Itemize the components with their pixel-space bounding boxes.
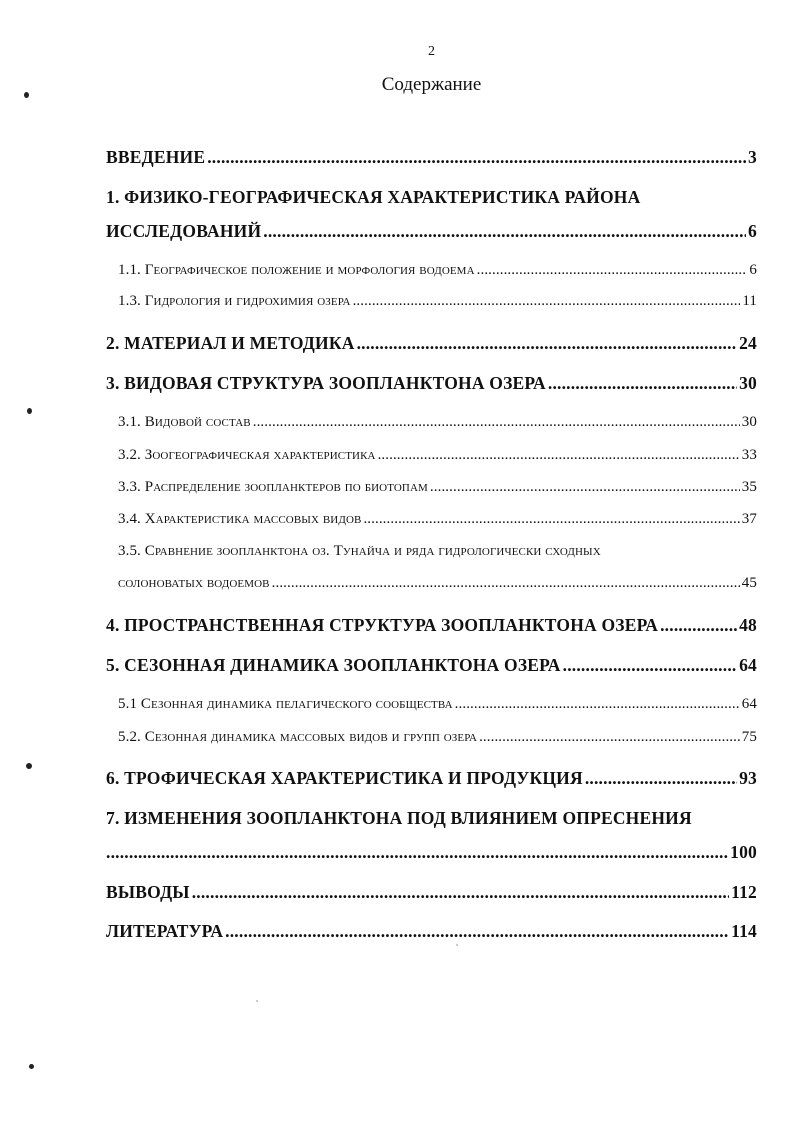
toc-entry-page: 48 bbox=[739, 615, 757, 635]
toc-entry-3-2[interactable] bbox=[118, 447, 757, 464]
toc-entry-label: ИССЛЕДОВАНИЙ bbox=[106, 221, 262, 241]
toc-entry-label: 1.3. Гидрология и гидрохимия озера bbox=[118, 293, 351, 309]
toc-entry-page: 35 bbox=[741, 479, 757, 495]
toc-entry-page: 30 bbox=[739, 373, 757, 393]
toc-entry-page: 33 bbox=[741, 447, 757, 463]
toc-entry-1-1[interactable] bbox=[118, 262, 757, 279]
toc-entry-ch1[interactable] bbox=[106, 221, 757, 242]
scan-speck bbox=[456, 944, 458, 946]
page-number: 2 bbox=[428, 44, 435, 59]
toc-entry-page: 93 bbox=[739, 768, 757, 788]
toc-entry-label: 6. ТРОФИЧЕСКАЯ ХАРАКТЕРИСТИКА И ПРОДУКЦИЯ bbox=[106, 768, 583, 788]
page-title: Содержание bbox=[381, 74, 482, 95]
toc-entry-page: 64 bbox=[739, 655, 757, 675]
toc-entry-3-5-line1[interactable]: 3.5. Сравнение зоопланктона оз. Тунайча и ряда гидрологически сходных bbox=[118, 543, 601, 559]
toc-entry-ch7[interactable] bbox=[106, 842, 757, 863]
dot-leader bbox=[263, 221, 746, 242]
toc-entry-page: 3 bbox=[748, 147, 757, 167]
toc-entry-label: 4. ПРОСТРАНСТВЕННАЯ СТРУКТУРА ЗООПЛАНКТОНА ОЗЕРА bbox=[106, 615, 659, 635]
dot-leader bbox=[563, 655, 737, 676]
toc-entry-conclusions[interactable] bbox=[106, 882, 757, 903]
dot-leader bbox=[225, 921, 729, 942]
dot-leader bbox=[272, 575, 740, 592]
dot-leader bbox=[585, 768, 737, 789]
dot-leader bbox=[353, 293, 741, 310]
dot-leader bbox=[253, 414, 740, 431]
toc-entry-page: 64 bbox=[741, 696, 757, 712]
toc-entry-5-2[interactable] bbox=[118, 729, 757, 746]
toc-entry-label: 1.1. Географическое положение и морфология водоема bbox=[118, 262, 475, 278]
dot-leader bbox=[363, 511, 739, 528]
dot-leader bbox=[357, 333, 738, 354]
toc-entry-page: 6 bbox=[748, 221, 757, 241]
toc-entry-label: 5.2. Сезонная динамика массовых видов и групп озера bbox=[118, 729, 478, 745]
toc-entry-page: 37 bbox=[741, 511, 757, 527]
toc-entry-page: 24 bbox=[739, 333, 757, 353]
toc-entry-3-1[interactable] bbox=[118, 414, 757, 431]
toc-entry-ch4[interactable] bbox=[106, 615, 757, 636]
toc-entry-3-3[interactable] bbox=[118, 479, 757, 496]
scan-speck bbox=[256, 1000, 258, 1002]
toc-entry-page: 100 bbox=[730, 842, 757, 862]
toc-entry-1-3[interactable] bbox=[118, 293, 757, 310]
toc-entry-ch2[interactable] bbox=[106, 333, 757, 354]
dot-leader bbox=[477, 262, 748, 279]
toc-entry-label: 3.4. Характеристика массовых видов bbox=[118, 511, 362, 527]
toc-entry-5-1[interactable] bbox=[118, 696, 757, 713]
toc-entry-label: 5. СЕЗОННАЯ ДИНАМИКА ЗООПЛАНКТОНА ОЗЕРА bbox=[106, 655, 561, 675]
toc-entry-ch5[interactable] bbox=[106, 655, 757, 676]
dot-leader bbox=[455, 696, 740, 713]
toc-entry-ch3[interactable] bbox=[106, 373, 757, 394]
toc-entry-ch1-line1[interactable]: 1. ФИЗИКО-ГЕОГРАФИЧЕСКАЯ ХАРАКТЕРИСТИКА РАЙОНА bbox=[106, 187, 641, 207]
dot-leader bbox=[207, 147, 746, 168]
toc-entry-page: 112 bbox=[731, 882, 757, 902]
toc-entry-page: 30 bbox=[741, 414, 757, 430]
dot-leader bbox=[192, 882, 729, 903]
scan-speck bbox=[27, 408, 32, 414]
toc-entry-label: 3.2. Зоогеографическая характеристика bbox=[118, 447, 376, 463]
toc-entry-3-4[interactable] bbox=[118, 511, 757, 528]
toc-entry-label: 3. ВИДОВАЯ СТРУКТУРА ЗООПЛАНКТОНА ОЗЕРА bbox=[106, 373, 546, 393]
toc-entry-label: 3.1. Видовой состав bbox=[118, 414, 251, 430]
toc-entry-label: 3.3. Распределение зоопланктеров по биотопам bbox=[118, 479, 428, 495]
toc-entry-page: 11 bbox=[742, 293, 757, 309]
toc-entry-3-5[interactable] bbox=[118, 575, 757, 592]
scan-speck bbox=[26, 763, 32, 769]
toc-entry-label: ВВЕДЕНИЕ bbox=[106, 147, 206, 167]
dot-leader bbox=[430, 479, 740, 496]
toc-entry-label: 2. МАТЕРИАЛ И МЕТОДИКА bbox=[106, 333, 355, 353]
toc-entry-ch7-line1[interactable]: 7. ИЗМЕНЕНИЯ ЗООПЛАНКТОНА ПОД ВЛИЯНИЕМ ОПРЕСНЕНИЯ bbox=[106, 808, 692, 828]
toc-entry-intro[interactable] bbox=[106, 147, 757, 168]
toc-entry-page: 45 bbox=[741, 575, 757, 591]
toc-entry-label: ВЫВОДЫ bbox=[106, 882, 190, 902]
dot-leader bbox=[660, 615, 737, 636]
toc-entry-label: солоноватых водоемов bbox=[118, 575, 270, 591]
dot-leader bbox=[106, 842, 728, 863]
toc-entry-page: 114 bbox=[731, 921, 757, 941]
scan-speck bbox=[24, 92, 29, 98]
scan-speck bbox=[29, 1064, 34, 1069]
dot-leader bbox=[479, 729, 740, 746]
dot-leader bbox=[378, 447, 740, 464]
dot-leader bbox=[548, 373, 737, 394]
toc-entry-page: 75 bbox=[741, 729, 757, 745]
toc-entry-label: ЛИТЕРАТУРА bbox=[106, 921, 224, 941]
toc-entry-ch6[interactable] bbox=[106, 768, 757, 789]
toc-entry-label: 5.1 Сезонная динамика пелагического сообщества bbox=[118, 696, 453, 712]
toc-entry-page: 6 bbox=[749, 262, 757, 278]
toc-entry-literature[interactable] bbox=[106, 921, 757, 942]
